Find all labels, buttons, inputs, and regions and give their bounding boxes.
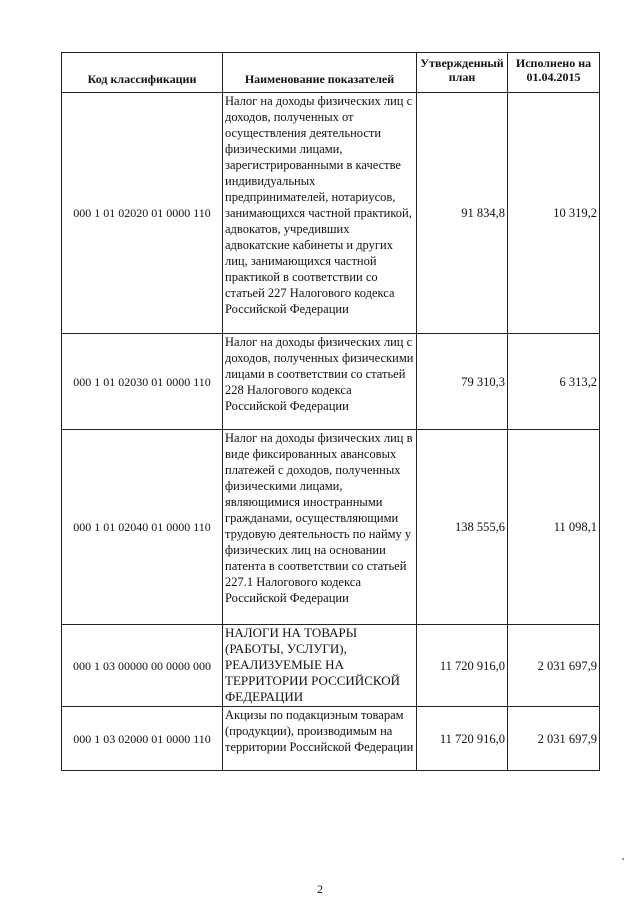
table-row [62, 334, 600, 430]
header-executed: Исполнено на 01.04.2015 [508, 53, 600, 93]
header-name: Наименование показателей [223, 53, 417, 93]
table-row [62, 93, 600, 334]
header-plan: Утвержденный план [417, 53, 508, 93]
row-name: Акцизы по подакцизным товарам (продукции), производимым на территории Российской Федерации [223, 707, 417, 771]
row-plan: 11 720 916,0 [417, 625, 508, 707]
header-code: Код классификации [62, 53, 223, 93]
row-executed: 2 031 697,9 [508, 707, 600, 771]
row-code: 000 1 01 02040 01 0000 110 [62, 430, 223, 625]
row-code: 000 1 01 02020 01 0000 110 [62, 93, 223, 334]
row-name: НАЛОГИ НА ТОВАРЫ (РАБОТЫ, УСЛУГИ), РЕАЛИЗУЕМЫЕ НА ТЕРРИТОРИИ РОССИЙСКОЙ ФЕДЕРАЦИИ [223, 625, 417, 707]
row-name: Налог на доходы физических лиц в виде фиксированных авансовых платежей с доходов, полученных физическими лицами, являющимися иностранными гражданами, осуществляющими трудовую деятельность по найму у физических лиц на основании патента в соответствии со статьей 227.1 Налогового кодекса Российской Федерации [223, 430, 417, 625]
row-name: Налог на доходы физических лиц с доходов, полученных физическими лицами в соответствии со статьей 228 Налогового кодекса Российской Федерации [223, 334, 417, 430]
table-row [62, 625, 600, 707]
row-plan: 91 834,8 [417, 93, 508, 334]
row-code: 000 1 03 02000 01 0000 110 [62, 707, 223, 771]
table-header [62, 53, 600, 93]
table-row [62, 430, 600, 625]
row-executed: 10 319,2 [508, 93, 600, 334]
row-executed: 11 098,1 [508, 430, 600, 625]
row-plan: 138 555,6 [417, 430, 508, 625]
row-plan: 11 720 916,0 [417, 707, 508, 771]
row-executed: 6 313,2 [508, 334, 600, 430]
table-row [62, 707, 600, 771]
page-number: 2 [317, 882, 323, 896]
row-name: Налог на доходы физических лиц с доходов, полученных от осуществления деятельности физическими лицами, зарегистрированными в качестве индивидуальных предпринимателей, нотариусов, занимающихся частной практикой, адвокатов, учредивших адвокатские кабинеты и других лиц, занимающихся частной практикой в соответствии со статьей 227 Налогового кодекса Российской Федерации [223, 93, 417, 334]
row-executed: 2 031 697,9 [508, 625, 600, 707]
row-code: 000 1 03 00000 00 0000 000 [62, 625, 223, 707]
budget-table [61, 52, 600, 771]
scan-artifact [622, 858, 624, 860]
table-body [62, 93, 600, 771]
row-plan: 79 310,3 [417, 334, 508, 430]
header-row [62, 53, 600, 93]
row-code: 000 1 01 02030 01 0000 110 [62, 334, 223, 430]
